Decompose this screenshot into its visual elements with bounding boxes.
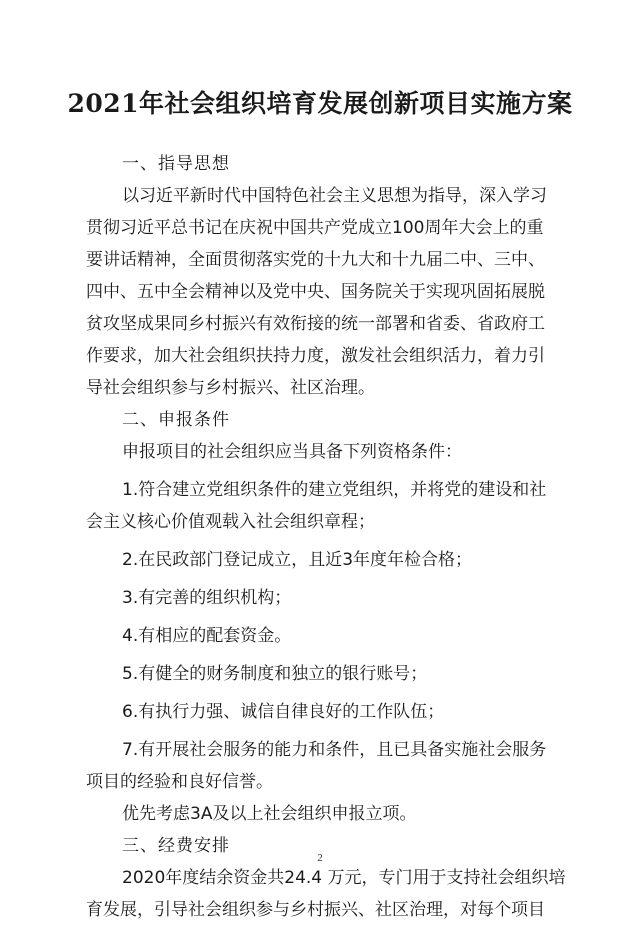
paragraph [86,798,558,830]
text-line: 会主义核心价值观载入社会组织章程； [86,512,375,532]
text-line: 贯彻习近平总书记在庆祝中国共产党成立100周年大会上的重 [86,218,544,238]
text-line: 2.在民政部门登记成立，且近3年度年检合格； [122,550,473,570]
text-line: 5.有健全的财务制度和独立的银行账号； [122,664,428,684]
list-item [86,734,558,798]
text-line: 1.符合建立党组织条件的建立党组织，并将党的建设和社 [122,480,547,500]
list-item [86,474,558,538]
text-line: 2020年度结余资金共24.4 万元，专门用于支持社会组织培 [122,868,566,888]
text-line: 以习近平新时代中国特色社会主义思想为指导，深入学习 [122,186,547,206]
paragraph [86,436,558,468]
text-line: 贫攻坚成果同乡村振兴有效衔接的统一部署和省委、省政府工 [86,314,545,334]
section-heading: 一、指导思想 [122,154,230,174]
list-item [86,582,558,614]
text-line: 4.有相应的配套资金。 [122,626,292,646]
list-item [86,658,558,690]
text-line: 优先考虑3A及以上社会组织申报立项。 [122,804,417,824]
text-line: 6.有执行力强、诚信自律良好的工作队伍； [122,702,445,722]
list-item [86,696,558,728]
text-line: 导社会组织参与乡村振兴、社区治理。 [86,378,375,398]
text-line: 3.有完善的组织机构； [122,588,292,608]
document-title: 2021年社会组织培育发展创新项目实施方案 [67,89,573,118]
paragraph [86,180,558,404]
text-line: 申报项目的社会组织应当具备下列资格条件： [122,442,462,462]
page-number: 2 [317,852,323,864]
document-body [86,148,566,926]
text-line: 要讲话精神，全面贯彻落实党的十九大和十九届二中、三中、 [86,250,545,270]
text-line: 作要求，加大社会组织扶持力度，激发社会组织活力，着力引 [86,346,545,366]
list-item [86,544,558,576]
section-heading: 三、经费安排 [122,836,230,856]
text-line: 项目的经验和良好信誉。 [86,772,273,792]
section-heading: 二、申报条件 [122,410,230,430]
text-line: 7.有开展社会服务的能力和条件，且已具备实施社会服务 [122,740,547,760]
paragraph [86,862,566,926]
text-line: 育发展，引导社会组织参与乡村振兴、社区治理，对每个项目 [86,900,545,920]
text-line: 四中、五中全会精神以及党中央、国务院关于实现巩固拓展脱 [86,282,545,302]
list-item [86,620,558,652]
